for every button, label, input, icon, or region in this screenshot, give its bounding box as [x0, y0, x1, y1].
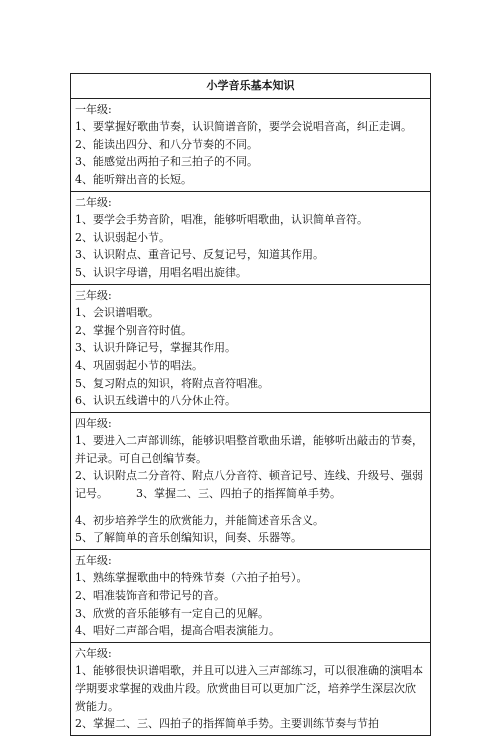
grade-row-4	[71, 412, 431, 549]
list-item: 3、认识升降记号，掌握其作用。	[75, 341, 236, 355]
grade-heading: 二年级:	[75, 195, 112, 209]
list-item: 1、熟练掌握歌曲中的特殊节奏（六拍子拍号）。	[75, 571, 308, 585]
list-item: 5、认识字母谱，用唱名唱出旋律。	[75, 265, 247, 279]
list-item: 2、唱准装饰音和带记号的音。	[75, 589, 225, 603]
list-item: 4、初步培养学生的欣赏能力，并能简述音乐含义。	[75, 513, 324, 527]
list-item: 5、复习附点的知识，将附点音符唱准。	[75, 376, 269, 390]
grade-cell-1	[71, 98, 431, 191]
grade-cell-3	[71, 284, 431, 412]
grade-row-6	[71, 642, 431, 735]
list-item: 1、会识谱唱歌。	[75, 306, 159, 320]
list-item: 6、认识五线谱中的八分休止符。	[75, 394, 236, 408]
grade-heading: 一年级:	[75, 102, 112, 116]
grade-row-3	[71, 284, 431, 412]
blank-line	[75, 503, 426, 512]
grade-heading: 六年级:	[75, 646, 112, 660]
grade-heading: 五年级:	[75, 553, 112, 567]
list-item: 2、认识附点二分音符、附点八分音符、顿音记号、连线、升级号、强弱记号。 3、掌握二、三、四拍子的指挥简单手势。	[75, 469, 423, 501]
list-item: 2、能读出四分、和八分节奏的不同。	[75, 137, 258, 151]
grade-row-5	[71, 549, 431, 642]
grade-cell-4	[71, 412, 431, 549]
grade-cell-2	[71, 191, 431, 284]
list-item: 1、要学会手势音阶，唱准，能够听唱歌曲，认识简单音符。	[75, 213, 368, 227]
list-item: 1、要掌握好歌曲节奏，认识简谱音阶，要学会说唱音高，纠正走调。	[75, 120, 412, 134]
grade-row-1	[71, 98, 431, 191]
list-item: 4、能听辩出音的长短。	[75, 172, 192, 186]
list-item: 2、认识弱起小节。	[75, 230, 170, 244]
list-item: 1、能够很快识谱唱歌，并且可以进入三声部练习，可以很准确的演唱本学期要求掌握的戏曲片段。欣赏曲目可以更加广泛，培养学生深层次欣赏能力。	[75, 664, 423, 713]
grade-heading: 三年级:	[75, 288, 112, 302]
grade-heading: 四年级:	[75, 416, 112, 430]
list-item: 3、能感觉出两拍子和三拍子的不同。	[75, 155, 258, 169]
list-item: 4、唱好二声部合唱，提高合唱表演能力。	[75, 624, 280, 638]
title-row	[71, 74, 431, 99]
list-item: 1、要进入二声部训练，能够识唱整首歌曲乐谱，能够听出敲击的节奏，并记录。可自己创编节奏。	[75, 434, 423, 465]
grade-cell-6	[71, 642, 431, 735]
list-item: 5、了解简单的音乐创编知识，间奏、乐器等。	[75, 531, 302, 545]
table-title: 小学音乐基本知识	[71, 74, 431, 99]
grade-row-2	[71, 191, 431, 284]
list-item: 2、掌握个别音符时值。	[75, 323, 192, 337]
list-item: 2、掌握二、三、四拍子的指挥简单手势。主要训练节奏与节拍	[75, 717, 379, 731]
knowledge-table	[70, 73, 431, 736]
list-item: 4、巩固弱起小节的唱法。	[75, 358, 203, 372]
grade-cell-5	[71, 549, 431, 642]
list-item: 3、认识附点、重音记号、反复记号，知道其作用。	[75, 248, 324, 262]
list-item: 3、欣赏的音乐能够有一定自己的见解。	[75, 606, 269, 620]
